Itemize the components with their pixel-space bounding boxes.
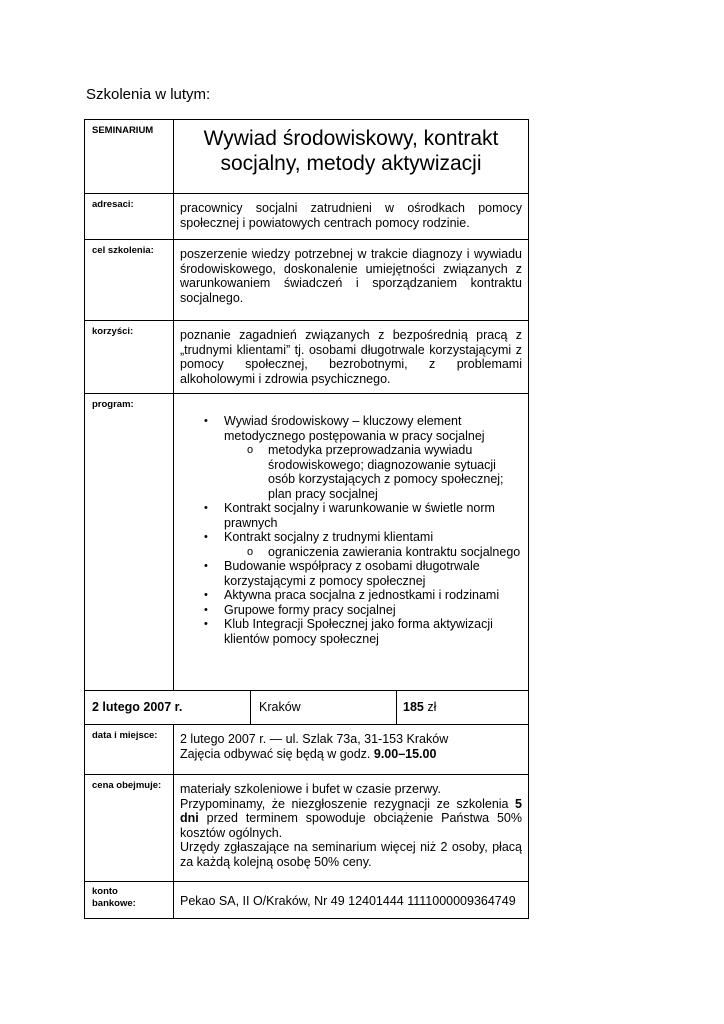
- program-sub-list: [224, 545, 522, 560]
- program-sub-item-text: ograniczenia zawierania kontraktu socjalnego: [268, 544, 521, 559]
- summary-row: [85, 690, 528, 724]
- bullet-icon: •: [204, 589, 208, 601]
- program-item: [204, 602, 522, 618]
- program-item-text: Wywiad środowiskowy – kluczowy element metodycznego postępowania w pracy socjalnej: [224, 414, 485, 443]
- program-label: program:: [85, 394, 174, 690]
- cena-p2-suffix: przed terminem spowoduje obciążenie Państwa 50% kosztów ogólnych.: [180, 811, 522, 840]
- bullet-icon: •: [204, 560, 208, 572]
- program-item: [204, 617, 522, 646]
- miejsce-label: data i miejsce:: [85, 725, 174, 774]
- cena-row: [85, 774, 528, 881]
- miejsce-line-2: [180, 747, 522, 762]
- hours-value: 9.00–15.00: [373, 746, 437, 761]
- konto-row: [85, 881, 528, 918]
- korzysci-label: korzyści:: [85, 321, 174, 393]
- cena-p2-bold: 5 dni: [180, 796, 522, 825]
- seminar-table: [84, 119, 529, 919]
- cena-line-1: materiały szkoleniowe i bufet w czasie przerwy.: [180, 782, 441, 796]
- program-item-text: Budowanie współpracy z osobami długotrwale korzystającymi z pomocy społecznej: [224, 559, 480, 588]
- program-sub-item: [247, 544, 522, 560]
- miejsce-row: [85, 724, 528, 774]
- program-sub-item-text: metodyka przeprowadzania wywiadu środowiskowego; diagnozowanie sytuacji osób korzystających z pomocy społecznej; plan pracy socjalnej: [268, 443, 504, 501]
- cena-label: cena obejmuje:: [85, 775, 174, 881]
- program-item: [204, 588, 522, 603]
- bullet-icon: •: [204, 531, 208, 543]
- program-sub-list: [224, 443, 522, 501]
- seminar-title-row: [85, 120, 528, 193]
- program-item: [204, 530, 522, 559]
- seminar-label: SEMINARIUM: [85, 120, 174, 193]
- cel-text: poszerzenie wiedzy potrzebnej w trakcie diagnozy i wywiadu środowiskowego, doskonalenie umiejętności związanych z warunkowaniem świadczeń i sporządzaniem kontraktu socjalnego.: [180, 247, 522, 305]
- adresaci-label: adresaci:: [85, 194, 174, 239]
- program-sub-item: [247, 443, 522, 501]
- cena-text: [174, 775, 528, 881]
- price-amount: 185: [403, 700, 424, 714]
- hours-prefix: Zajęcia odbywać się będą w godz.: [180, 746, 374, 761]
- korzysci-text: poznanie zagadnień związanych z bezpośrednią pracą z „trudnymi klientami” tj. osobami długotrwale korzystającymi z pomocy społecznej, bezrobotnymi, z problemami alkoholowymi i zdrowia psychicznego.: [180, 328, 522, 386]
- program-item-text: Kontrakt socjalny z trudnymi klientami: [224, 530, 434, 544]
- seminar-title-line-1: Wywiad środowiskowy, kontrakt: [203, 127, 499, 150]
- page-heading: Szkolenia w lutym:: [86, 86, 211, 103]
- adresaci-text: pracownicy socjalni zatrudnieni w ośrodkach pomocy społecznej i powiatowych centrach pomocy rodzinie.: [180, 201, 522, 230]
- miejsce-line-1: 2 lutego 2007 r. — ul. Szlak 73a, 31-153 Kraków: [180, 732, 449, 746]
- adresaci-row: [85, 193, 528, 239]
- summary-price: [397, 691, 528, 724]
- program-item: [204, 414, 522, 501]
- cena-p2-prefix: Przypominamy, że niezgłoszenie rezygnacji ze szkolenia: [180, 796, 516, 811]
- program-list: [180, 414, 522, 646]
- program-item-text: Aktywna praca socjalna z jednostkami i rodzinami: [224, 588, 500, 602]
- program-item-text: Grupowe formy pracy socjalnej: [224, 602, 396, 617]
- circle-bullet-icon: o: [247, 444, 254, 456]
- program-content: [174, 394, 528, 690]
- seminar-title-line-2: socjalny, metody aktywizacji: [220, 152, 482, 175]
- cena-paragraph-3: Urzędy zgłaszające na seminarium więcej niż 2 osoby, płacą za każdą kolejną osobę 50% ceny.: [180, 840, 522, 869]
- bullet-icon: •: [204, 502, 208, 514]
- konto-label-line-2: bankowe:: [92, 898, 136, 909]
- cena-paragraph-2: [180, 797, 522, 841]
- konto-label-line-1: konto: [92, 886, 118, 897]
- bullet-icon: •: [204, 618, 208, 630]
- program-row: [85, 393, 528, 690]
- program-item: [204, 501, 522, 530]
- bullet-icon: •: [204, 603, 208, 616]
- korzysci-row: [85, 320, 528, 393]
- miejsce-text: [174, 725, 528, 774]
- circle-bullet-icon: o: [247, 545, 254, 558]
- cel-row: [85, 239, 528, 320]
- bullet-icon: •: [204, 415, 208, 427]
- price-currency: zł: [423, 700, 437, 714]
- cel-label: cel szkolenia:: [85, 240, 174, 320]
- program-item-text: Kontrakt socjalny i warunkowanie w świetle norm prawnych: [224, 501, 495, 530]
- seminar-title: [174, 120, 528, 193]
- program-item-text: Klub Integracji Społecznej jako forma aktywizacji klientów pomocy społecznej: [224, 617, 493, 646]
- summary-date: 2 lutego 2007 r.: [85, 691, 251, 724]
- program-item: [204, 559, 522, 588]
- konto-text: Pekao SA, II O/Kraków, Nr 49 12401444 1111000009364749: [180, 894, 516, 908]
- summary-city: Kraków: [251, 691, 397, 724]
- konto-label: [85, 882, 174, 918]
